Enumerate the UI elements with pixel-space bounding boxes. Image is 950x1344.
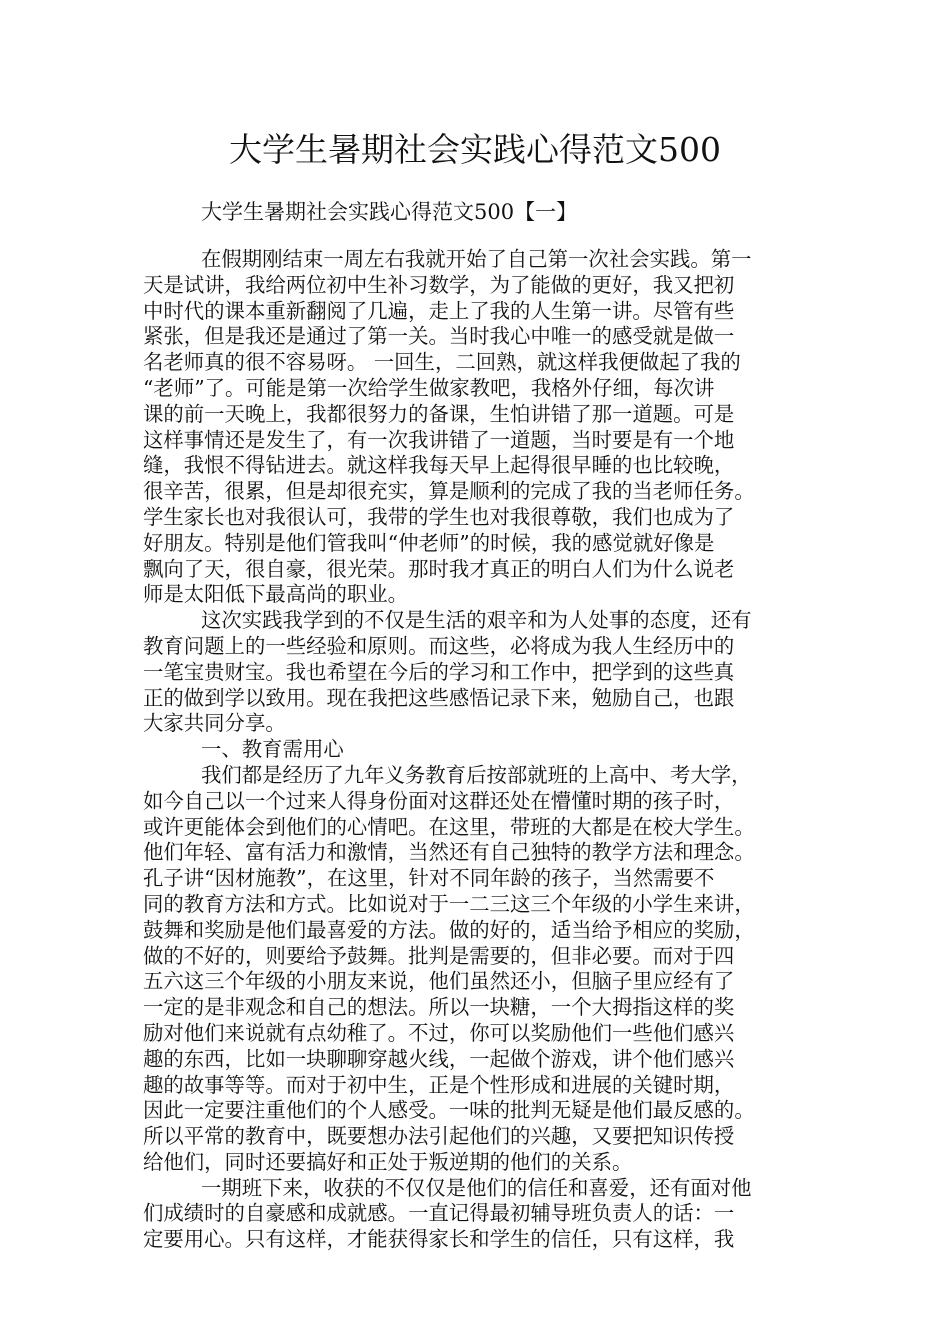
text-line: 孔子讲“因材施教”，在这里，针对不同年龄的孩子，当然需要不 — [143, 866, 715, 891]
text-line: 师是太阳低下最高尚的职业。 — [143, 582, 409, 607]
text-line: 趣的东西，比如一块聊聊穿越火线，一起做个游戏，讲个他们感兴 — [143, 1046, 735, 1071]
text-line: 名老师真的很不容易呀。 一回生，二回熟，就这样我便做起了我的 — [143, 350, 741, 375]
text-line: 我们都是经历了九年义务教育后按部就班的上高中、考大学， — [201, 762, 752, 787]
text-line: 这样事情还是发生了，有一次我讲错了一道题，当时要是有一个地 — [143, 427, 735, 452]
document-title: 大学生暑期社会实践心得范文500 — [229, 130, 721, 169]
text-line: 所以平常的教育中，既要想办法引起他们的兴趣，又要把知识传授 — [143, 1124, 735, 1149]
text-line: 鼓舞和奖励是他们最喜爱的方法。做的好的，适当给予相应的奖励， — [143, 917, 755, 942]
text-line: 一定的是非观念和自己的想法。所以一块糖，一个大拇指这样的奖 — [143, 995, 735, 1020]
text-line: 课的前一天晚上，我都很努力的备课，生怕讲错了那一道题。可是 — [143, 401, 735, 426]
text-line: 好朋友。特别是他们管我叫“仲老师”的时候，我的感觉就好像是 — [143, 530, 715, 555]
text-line: 同的教育方法和方式。比如说对于一二三这三个年级的小学生来讲， — [143, 891, 755, 916]
text-line: 五六这三个年级的小朋友来说，他们虽然还小，但脑子里应经有了 — [143, 969, 735, 994]
text-line: 正的做到学以致用。现在我把这些感悟记录下来，勉励自己，也跟 — [143, 685, 735, 710]
text-line: 很辛苦，很累，但是却很充实，算是顺利的完成了我的当老师任务。 — [143, 479, 755, 504]
text-line: 们成绩时的自豪感和成就感。一直记得最初辅导班负责人的话：一 — [143, 1201, 735, 1226]
text-line: 趣的故事等等。而对于初中生，正是个性形成和进展的关键时期， — [143, 1072, 735, 1097]
text-line: 一期班下来，收获的不仅仅是他们的信任和喜爱，还有面对他 — [201, 1175, 752, 1200]
text-line: 做的不好的，则要给予鼓舞。批判是需要的，但非必要。而对于四 — [143, 943, 735, 968]
text-line: 大家共同分享。 — [143, 711, 286, 736]
text-line: 紧张，但是我还是通过了第一关。当时我心中唯一的感受就是做一 — [143, 324, 735, 349]
text-line: 在假期刚结束一周左右我就开始了自己第一次社会实践。第一 — [201, 247, 752, 271]
section-heading: 大学生暑期社会实践心得范文500【一】 — [201, 200, 578, 224]
text-line: 定要用心。只有这样，才能获得家长和学生的信任，只有这样，我 — [143, 1227, 735, 1252]
text-line: “老师”了。可能是第一次给学生做家教吧，我格外仔细，每次讲 — [143, 375, 715, 400]
text-line: 励对他们来说就有点幼稚了。不过，你可以奖励他们一些他们感兴 — [143, 1020, 735, 1045]
text-line: 因此一定要注重他们的个人感受。一味的批判无疑是他们最反感的。 — [143, 1098, 755, 1123]
text-line: 中时代的课本重新翻阅了几遍，走上了我的人生第一讲。尽管有些 — [143, 298, 735, 323]
text-line: 教育问题上的一些经验和原则。而这些，必将成为我人生经历中的 — [143, 633, 735, 658]
document-body — [143, 247, 819, 1253]
text-line: 飘向了天，很自豪，很光荣。那时我才真正的明白人们为什么说老 — [143, 556, 735, 581]
text-line: 学生家长也对我很认可，我带的学生也对我很尊敬，我们也成为了 — [143, 504, 735, 529]
text-line: 天是试讲，我给两位初中生补习数学，为了能做的更好，我又把初 — [143, 272, 735, 297]
text-line: 这次实践我学到的不仅是生活的艰辛和为人处事的态度，还有 — [201, 608, 752, 633]
text-line: 一笔宝贵财宝。我也希望在今后的学习和工作中，把学到的这些真 — [143, 659, 735, 684]
text-line: 他们年轻、富有活力和激情，当然还有自己独特的教学方法和理念。 — [143, 840, 755, 865]
text-line: 给他们，同时还要搞好和正处于叛逆期的他们的关系。 — [143, 1149, 633, 1174]
text-line: 缝，我恨不得钻进去。就这样我每天早上起得很早睡的也比较晚， — [143, 453, 735, 478]
text-line: 或许更能体会到他们的心情吧。在这里，带班的大都是在校大学生。 — [143, 814, 755, 839]
text-line: 如今自己以一个过来人得身份面对这群还处在懵懂时期的孩子时， — [143, 788, 735, 813]
section-subheading: 一、教育需用心 — [201, 737, 344, 762]
